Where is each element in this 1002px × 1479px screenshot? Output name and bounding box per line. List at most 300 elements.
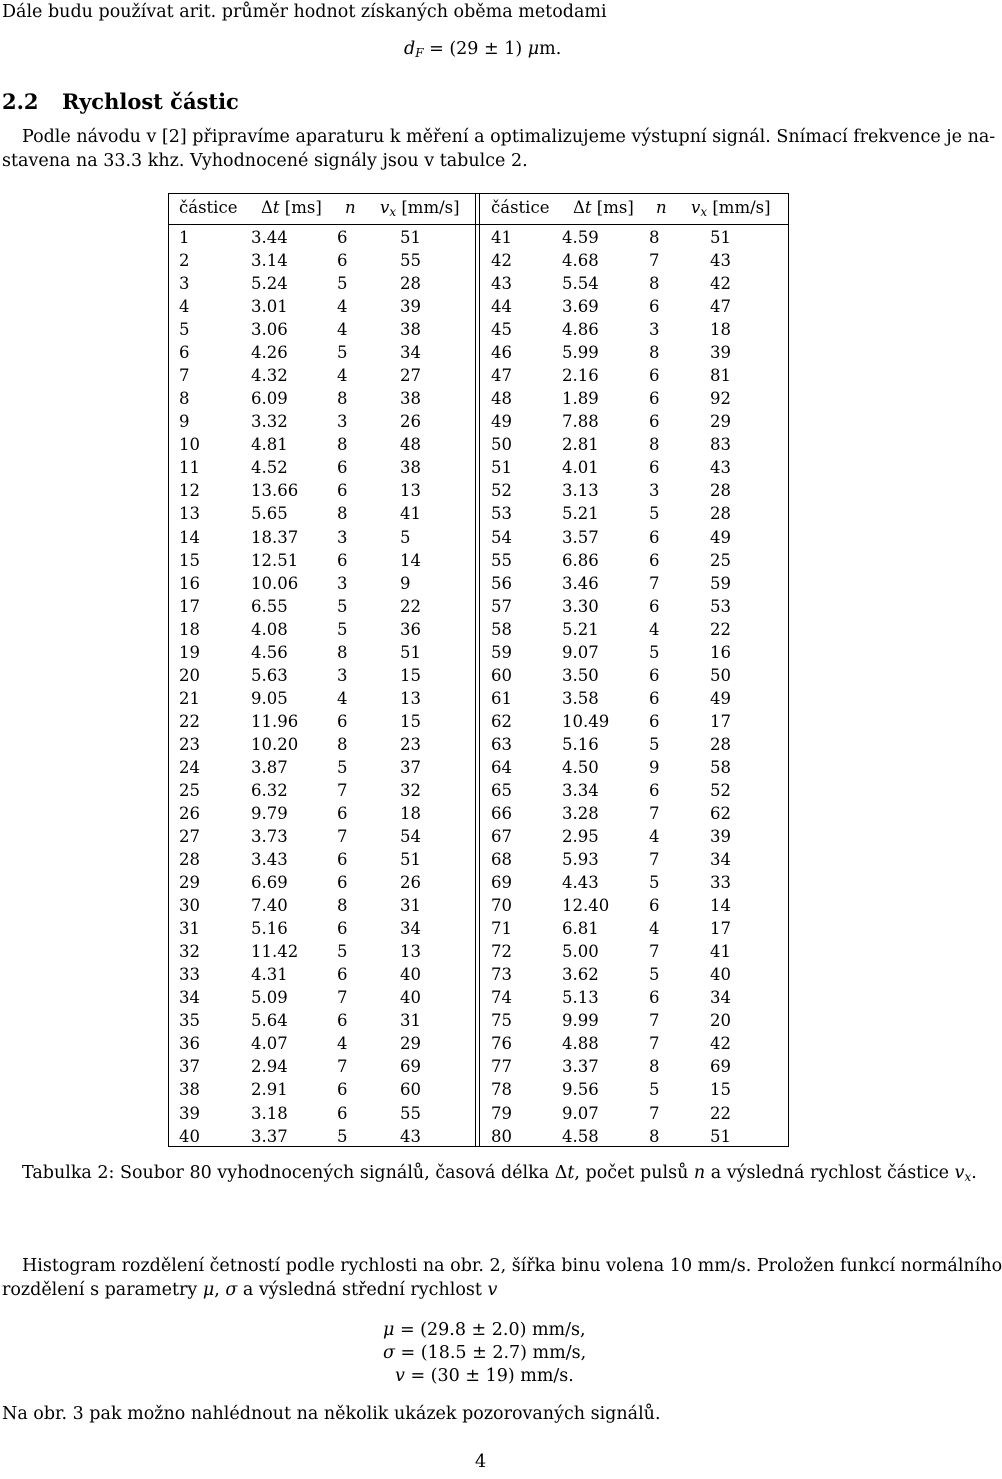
- table-cell-particle-left: 18: [179, 619, 200, 639]
- table-cell-particle-left: 15: [179, 550, 200, 570]
- table-cell-dt-right: 5.21: [562, 619, 599, 639]
- header-particle-left: částice: [179, 198, 238, 217]
- table-cell-particle-left: 19: [179, 642, 200, 662]
- table-cell-particle-left: 40: [179, 1126, 200, 1146]
- paragraph-2-line-2: rozdělení s parametry μ, σ a výsledná střední rychlost v: [2, 1280, 498, 1300]
- table-cell-vx-left: 40: [400, 965, 421, 985]
- table-cell-particle-right: 52: [491, 481, 512, 501]
- table-cell-dt-right: 2.81: [562, 435, 599, 455]
- table-cell-dt-left: 5.24: [251, 274, 288, 294]
- table-cell-dt-left: 4.56: [251, 642, 288, 662]
- table-cell-vx-right: 52: [710, 780, 731, 800]
- table-cell-vx-left: 22: [400, 596, 421, 616]
- table-cell-n-right: 6: [649, 297, 660, 317]
- table-cell-particle-left: 21: [179, 688, 200, 708]
- table-cell-dt-right: 5.13: [562, 988, 599, 1008]
- table-cell-dt-right: 3.69: [562, 297, 599, 317]
- table-cell-vx-left: 51: [400, 228, 421, 247]
- table-cell-vx-left: 31: [400, 1011, 421, 1031]
- table-cell-dt-right: 6.81: [562, 919, 599, 939]
- table-cell-vx-right: 49: [710, 688, 731, 708]
- table-cell-n-right: 6: [649, 550, 660, 570]
- table-cell-dt-left: 3.87: [251, 757, 288, 777]
- table-cell-particle-left: 16: [179, 573, 200, 593]
- table-cell-n-left: 7: [337, 988, 348, 1008]
- table-cell-dt-right: 3.37: [562, 1057, 599, 1077]
- table-cell-n-right: 6: [649, 389, 660, 409]
- table-cell-n-left: 5: [337, 274, 348, 294]
- table-cell-particle-right: 62: [491, 711, 512, 731]
- table-cell-dt-right: 6.86: [562, 550, 599, 570]
- table-cell-vx-left: 13: [400, 688, 421, 708]
- table-cell-particle-right: 55: [491, 550, 512, 570]
- table-cell-particle-right: 76: [491, 1034, 512, 1054]
- table-cell-n-right: 4: [649, 619, 660, 639]
- table-cell-vx-right: 17: [710, 711, 731, 731]
- table-cell-particle-left: 11: [179, 458, 200, 478]
- table-cell-dt-left: 5.63: [251, 665, 288, 685]
- table-cell-n-right: 5: [649, 1080, 660, 1100]
- table-cell-vx-left: 69: [400, 1057, 421, 1077]
- table-cell-dt-right: 1.89: [562, 389, 599, 409]
- table-cell-n-left: 6: [337, 850, 348, 870]
- table-cell-n-left: 5: [337, 343, 348, 363]
- table-cell-dt-left: 12.51: [251, 550, 299, 570]
- table-cell-dt-left: 3.43: [251, 850, 288, 870]
- table-cell-vx-right: 39: [710, 343, 731, 363]
- table-cell-n-left: 7: [337, 780, 348, 800]
- table-cell-n-left: 5: [337, 942, 348, 962]
- table-cell-n-left: 3: [337, 573, 348, 593]
- table-cell-vx-left: 48: [400, 435, 421, 455]
- table-cell-vx-left: 38: [400, 389, 421, 409]
- table-cell-particle-right: 67: [491, 827, 512, 847]
- table-cell-particle-right: 70: [491, 896, 512, 916]
- table-cell-n-left: 6: [337, 550, 348, 570]
- table-cell-dt-right: 4.50: [562, 757, 599, 777]
- table-cell-n-left: 4: [337, 320, 348, 340]
- table-cell-vx-right: 43: [710, 458, 731, 478]
- table-cell-vx-right: 34: [710, 988, 731, 1008]
- table-cell-dt-right: 3.34: [562, 780, 599, 800]
- table-cell-vx-left: 23: [400, 734, 421, 754]
- table-cell-particle-left: 30: [179, 896, 200, 916]
- table-cell-vx-left: 36: [400, 619, 421, 639]
- table-cell-vx-right: 22: [710, 619, 731, 639]
- table-cell-particle-left: 39: [179, 1103, 200, 1123]
- table-cell-particle-left: 20: [179, 665, 200, 685]
- table-cell-dt-left: 3.73: [251, 827, 288, 847]
- table-cell-dt-left: 4.26: [251, 343, 288, 363]
- table-cell-particle-right: 53: [491, 504, 512, 524]
- table-cell-n-left: 7: [337, 827, 348, 847]
- table-cell-dt-right: 9.99: [562, 1011, 599, 1031]
- table-cell-vx-right: 14: [710, 896, 731, 916]
- table-cell-dt-right: 5.93: [562, 850, 599, 870]
- table-cell-vx-right: 20: [710, 1011, 731, 1031]
- table-cell-dt-left: 4.08: [251, 619, 288, 639]
- table-cell-vx-left: 29: [400, 1034, 421, 1054]
- table-cell-n-right: 6: [649, 780, 660, 800]
- table-cell-vx-left: 54: [400, 827, 421, 847]
- df-subscript: F: [415, 46, 424, 60]
- table-cell-dt-right: 4.01: [562, 458, 599, 478]
- df-unit: m.: [539, 39, 562, 59]
- table-cell-vx-right: 43: [710, 251, 731, 271]
- table-cell-particle-left: 10: [179, 435, 200, 455]
- table-cell-particle-right: 69: [491, 873, 512, 893]
- table-cell-vx-left: 14: [400, 550, 421, 570]
- table-cell-vx-right: 40: [710, 965, 731, 985]
- result-v: v = (30 ± 19) mm/s.: [395, 1366, 574, 1386]
- table-cell-vx-left: 15: [400, 665, 421, 685]
- table-cell-particle-right: 56: [491, 573, 512, 593]
- table-cell-vx-right: 17: [710, 919, 731, 939]
- table-double-rule-a: [475, 194, 476, 1146]
- table-cell-particle-left: 36: [179, 1034, 200, 1054]
- table-cell-vx-right: 28: [710, 504, 731, 524]
- table-cell-dt-right: 7.88: [562, 412, 599, 432]
- header-dt-right: Δt [ms]: [573, 198, 634, 217]
- table-cell-vx-left: 51: [400, 850, 421, 870]
- table-cell-particle-left: 34: [179, 988, 200, 1008]
- table-cell-dt-right: 9.07: [562, 642, 599, 662]
- table-cell-n-left: 6: [337, 873, 348, 893]
- table-cell-dt-right: 12.40: [562, 896, 610, 916]
- table-cell-n-right: 3: [649, 481, 660, 501]
- table-cell-n-left: 3: [337, 665, 348, 685]
- table-cell-n-left: 6: [337, 1011, 348, 1031]
- table-cell-particle-left: 25: [179, 780, 200, 800]
- table-cell-n-right: 6: [649, 896, 660, 916]
- table-cell-particle-left: 4: [179, 297, 190, 317]
- table-cell-n-right: 6: [649, 366, 660, 386]
- table-cell-particle-left: 38: [179, 1080, 200, 1100]
- table-cell-n-left: 8: [337, 435, 348, 455]
- table-cell-vx-right: 25: [710, 550, 731, 570]
- table-cell-n-right: 7: [649, 1103, 660, 1123]
- table-cell-n-left: 4: [337, 297, 348, 317]
- table-cell-dt-right: 4.88: [562, 1034, 599, 1054]
- df-mu: μ: [527, 39, 540, 59]
- table-cell-n-left: 5: [337, 1126, 348, 1146]
- header-vx-right: $v_x$ [mm/s]: [691, 198, 771, 219]
- table-cell-dt-right: 10.49: [562, 711, 610, 731]
- table-cell-n-right: 6: [649, 527, 660, 547]
- table-cell-vx-left: 31: [400, 896, 421, 916]
- table-cell-dt-left: 10.06: [251, 573, 299, 593]
- table-cell-vx-right: 53: [710, 596, 731, 616]
- table-cell-dt-right: 4.68: [562, 251, 599, 271]
- table-cell-particle-right: 46: [491, 343, 512, 363]
- df-symbol: d: [404, 39, 416, 59]
- table-cell-n-right: 5: [649, 642, 660, 662]
- table-cell-particle-right: 73: [491, 965, 512, 985]
- table-cell-dt-left: 10.20: [251, 734, 299, 754]
- table-cell-dt-left: 5.16: [251, 919, 288, 939]
- table-cell-n-right: 8: [649, 228, 660, 247]
- table-cell-dt-left: 6.55: [251, 596, 288, 616]
- paragraph-1-line-1: Podle návodu v [2] připravíme aparaturu k měření a optimalizujeme výstupní signál. Snímací frekvence je na-: [22, 127, 996, 147]
- table-cell-particle-left: 27: [179, 827, 200, 847]
- table-cell-vx-right: 16: [710, 642, 731, 662]
- intro-line: Dále budu používat arit. průměr hodnot získaných oběma metodami: [2, 2, 607, 22]
- page-number: 4: [475, 1452, 487, 1472]
- table-cell-vx-right: 15: [710, 1080, 731, 1100]
- table-cell-vx-right: 22: [710, 1103, 731, 1123]
- table-cell-particle-right: 44: [491, 297, 512, 317]
- table-cell-dt-left: 6.09: [251, 389, 288, 409]
- table-cell-dt-left: 6.69: [251, 873, 288, 893]
- table-cell-particle-left: 5: [179, 320, 190, 340]
- table-cell-particle-right: 60: [491, 665, 512, 685]
- table-cell-particle-right: 47: [491, 366, 512, 386]
- table-cell-vx-right: 28: [710, 734, 731, 754]
- table-cell-vx-right: 29: [710, 412, 731, 432]
- table-cell-particle-left: 3: [179, 274, 190, 294]
- table-cell-n-left: 4: [337, 688, 348, 708]
- table-cell-particle-right: 41: [491, 228, 512, 247]
- table-cell-n-left: 6: [337, 458, 348, 478]
- table-cell-particle-left: 14: [179, 527, 200, 547]
- table-cell-dt-left: 4.52: [251, 458, 288, 478]
- header-n-left: n: [345, 198, 356, 217]
- table-cell-dt-right: 5.21: [562, 504, 599, 524]
- table-cell-particle-left: 17: [179, 596, 200, 616]
- table-cell-vx-right: 83: [710, 435, 731, 455]
- table-cell-n-right: 8: [649, 343, 660, 363]
- table-caption: Tabulka 2: Soubor 80 vyhodnocených signálů, časová délka Δt, počet pulsů n a výsledná rychlost částice $v_x$.: [22, 1163, 977, 1184]
- table-cell-dt-left: 7.40: [251, 896, 288, 916]
- table-cell-particle-right: 78: [491, 1080, 512, 1100]
- table-cell-dt-left: 18.37: [251, 527, 299, 547]
- table-cell-n-right: 5: [649, 504, 660, 524]
- table-cell-dt-left: 3.32: [251, 412, 288, 432]
- table-cell-n-right: 8: [649, 1057, 660, 1077]
- table-cell-dt-right: 9.56: [562, 1080, 599, 1100]
- table-cell-vx-right: 42: [710, 1034, 731, 1054]
- table-cell-vx-left: 9: [400, 573, 411, 593]
- table-cell-dt-left: 5.09: [251, 988, 288, 1008]
- table-cell-n-right: 5: [649, 734, 660, 754]
- table-cell-dt-left: 4.32: [251, 366, 288, 386]
- table-cell-particle-right: 64: [491, 757, 512, 777]
- table-cell-vx-right: 58: [710, 757, 731, 777]
- table-cell-particle-right: 49: [491, 412, 512, 432]
- table-cell-vx-left: 60: [400, 1080, 421, 1100]
- table-cell-n-right: 6: [649, 412, 660, 432]
- table-cell-vx-right: 59: [710, 573, 731, 593]
- table-cell-n-right: 8: [649, 435, 660, 455]
- table-cell-vx-right: 33: [710, 873, 731, 893]
- table-cell-dt-right: 5.16: [562, 734, 599, 754]
- table-cell-particle-right: 42: [491, 251, 512, 271]
- table-cell-dt-left: 4.81: [251, 435, 288, 455]
- table-cell-particle-left: 12: [179, 481, 200, 501]
- table-cell-dt-right: 3.46: [562, 573, 599, 593]
- table-cell-n-right: 3: [649, 320, 660, 340]
- table-cell-particle-right: 59: [491, 642, 512, 662]
- header-dt-left: Δt [ms]: [261, 198, 322, 217]
- paragraph-1-line-2: stavena na 33.3 khz. Vyhodnocené signály jsou v tabulce 2.: [2, 151, 528, 171]
- table-cell-particle-left: 13: [179, 504, 200, 524]
- table-cell-vx-left: 13: [400, 481, 421, 501]
- table-cell-vx-left: 26: [400, 873, 421, 893]
- table-cell-vx-right: 28: [710, 481, 731, 501]
- table-cell-particle-left: 23: [179, 734, 200, 754]
- table-cell-particle-left: 2: [179, 251, 190, 271]
- table-cell-n-right: 7: [649, 573, 660, 593]
- table-cell-dt-right: 4.59: [562, 228, 599, 247]
- table-cell-dt-left: 9.79: [251, 804, 288, 823]
- table-cell-vx-left: 38: [400, 458, 421, 478]
- table-cell-particle-left: 9: [179, 412, 190, 432]
- table-cell-dt-left: 3.01: [251, 297, 288, 317]
- table-cell-n-left: 6: [337, 711, 348, 731]
- table-cell-particle-right: 63: [491, 734, 512, 754]
- table-cell-particle-left: 26: [179, 804, 200, 823]
- table-cell-particle-left: 8: [179, 389, 190, 409]
- table-cell-particle-right: 75: [491, 1011, 512, 1031]
- table-cell-particle-left: 24: [179, 757, 200, 777]
- table-cell-vx-left: 37: [400, 757, 421, 777]
- table-cell-particle-right: 71: [491, 919, 512, 939]
- table-cell-dt-left: 3.06: [251, 320, 288, 340]
- table-cell-dt-right: 4.86: [562, 320, 599, 340]
- table-cell-n-right: 8: [649, 1126, 660, 1146]
- table-cell-n-left: 8: [337, 504, 348, 524]
- table-cell-particle-right: 79: [491, 1103, 512, 1123]
- table-cell-n-left: 8: [337, 642, 348, 662]
- table-cell-vx-right: 50: [710, 665, 731, 685]
- table-cell-particle-right: 58: [491, 619, 512, 639]
- section-title: Rychlost částic: [62, 89, 239, 114]
- table-cell-vx-right: 39: [710, 827, 731, 847]
- table-cell-n-right: 6: [649, 596, 660, 616]
- table-cell-particle-right: 72: [491, 942, 512, 962]
- section-heading: [2, 89, 239, 114]
- final-line: Na obr. 3 pak možno nahlédnout na několik ukázek pozorovaných signálů.: [2, 1404, 661, 1424]
- header-n-right: n: [656, 198, 667, 217]
- table-cell-vx-left: 55: [400, 251, 421, 271]
- table-cell-n-right: 9: [649, 757, 660, 777]
- table-cell-particle-right: 51: [491, 458, 512, 478]
- table-cell-vx-left: 5: [400, 527, 411, 547]
- table-cell-dt-left: 3.44: [251, 228, 288, 247]
- table-cell-n-right: 7: [649, 1011, 660, 1031]
- table-cell-dt-left: 13.66: [251, 481, 299, 501]
- table-cell-vx-right: 34: [710, 850, 731, 870]
- table-cell-particle-left: 31: [179, 919, 200, 939]
- table-cell-vx-right: 47: [710, 297, 731, 317]
- table-cell-particle-right: 45: [491, 320, 512, 340]
- table-cell-n-right: 8: [649, 274, 660, 294]
- table-cell-particle-right: 43: [491, 274, 512, 294]
- table-cell-vx-left: 26: [400, 412, 421, 432]
- table-cell-vx-left: 55: [400, 1103, 421, 1123]
- data-table: [168, 193, 789, 1147]
- table-cell-vx-right: 41: [710, 942, 731, 962]
- table-cell-n-right: 4: [649, 827, 660, 847]
- table-cell-dt-left: 4.31: [251, 965, 288, 985]
- table-cell-vx-right: 51: [710, 1126, 731, 1146]
- table-cell-n-left: 8: [337, 389, 348, 409]
- table-cell-n-right: 7: [649, 850, 660, 870]
- table-cell-n-left: 6: [337, 481, 348, 501]
- table-cell-vx-left: 41: [400, 504, 421, 524]
- table-cell-n-left: 3: [337, 412, 348, 432]
- table-cell-particle-right: 48: [491, 389, 512, 409]
- table-cell-dt-right: 5.54: [562, 274, 599, 294]
- table-cell-vx-left: 18: [400, 804, 421, 823]
- table-cell-dt-right: 3.30: [562, 596, 599, 616]
- table-cell-particle-left: 29: [179, 873, 200, 893]
- table-cell-vx-left: 39: [400, 297, 421, 317]
- table-cell-n-right: 6: [649, 665, 660, 685]
- table-cell-n-right: 7: [649, 942, 660, 962]
- table-cell-dt-left: 5.64: [251, 1011, 288, 1031]
- table-cell-particle-left: 6: [179, 343, 190, 363]
- result-sigma: σ = (18.5 ± 2.7) mm/s,: [383, 1343, 587, 1363]
- table-cell-particle-right: 66: [491, 804, 512, 823]
- table-cell-vx-right: 51: [710, 228, 731, 247]
- table-cell-n-right: 7: [649, 804, 660, 823]
- table-cell-n-right: 5: [649, 873, 660, 893]
- table-cell-dt-right: 4.43: [562, 873, 599, 893]
- table-cell-particle-right: 57: [491, 596, 512, 616]
- table-cell-dt-left: 5.65: [251, 504, 288, 524]
- table-cell-vx-left: 34: [400, 919, 421, 939]
- table-cell-dt-right: 3.58: [562, 688, 599, 708]
- table-double-rule-b: [479, 194, 480, 1146]
- table-cell-n-left: 6: [337, 965, 348, 985]
- table-cell-n-left: 4: [337, 1034, 348, 1054]
- table-cell-dt-right: 3.28: [562, 804, 599, 823]
- table-cell-n-left: 6: [337, 228, 348, 247]
- table-cell-dt-right: 9.07: [562, 1103, 599, 1123]
- table-cell-vx-left: 40: [400, 988, 421, 1008]
- table-cell-dt-right: 5.99: [562, 343, 599, 363]
- header-vx-left: $v_x$ [mm/s]: [380, 198, 460, 219]
- table-cell-particle-left: 32: [179, 942, 200, 962]
- table-cell-vx-left: 43: [400, 1126, 421, 1146]
- table-cell-n-left: 6: [337, 804, 348, 823]
- table-cell-n-left: 5: [337, 757, 348, 777]
- section-number: 2.2: [2, 89, 39, 114]
- table-cell-vx-right: 49: [710, 527, 731, 547]
- header-particle-right: částice: [491, 198, 550, 217]
- table-cell-dt-right: 3.62: [562, 965, 599, 985]
- table-cell-dt-left: 11.42: [251, 942, 299, 962]
- result-mu: μ = (29.8 ± 2.0) mm/s,: [383, 1320, 586, 1340]
- table-cell-n-left: 6: [337, 251, 348, 271]
- df-value: = (29 ± 1): [423, 39, 528, 59]
- table-cell-dt-right: 2.95: [562, 827, 599, 847]
- table-cell-particle-right: 80: [491, 1126, 512, 1146]
- table-cell-n-left: 6: [337, 1080, 348, 1100]
- table-cell-vx-right: 81: [710, 366, 731, 386]
- table-cell-vx-right: 62: [710, 804, 731, 823]
- table-cell-dt-left: 3.14: [251, 251, 288, 271]
- table-cell-particle-right: 74: [491, 988, 512, 1008]
- table-cell-dt-left: 9.05: [251, 688, 288, 708]
- table-cell-particle-left: 7: [179, 366, 190, 386]
- table-cell-particle-left: 28: [179, 850, 200, 870]
- table-cell-n-left: 8: [337, 734, 348, 754]
- table-cell-dt-left: 3.18: [251, 1103, 288, 1123]
- table-cell-n-right: 5: [649, 965, 660, 985]
- table-cell-vx-right: 92: [710, 389, 731, 409]
